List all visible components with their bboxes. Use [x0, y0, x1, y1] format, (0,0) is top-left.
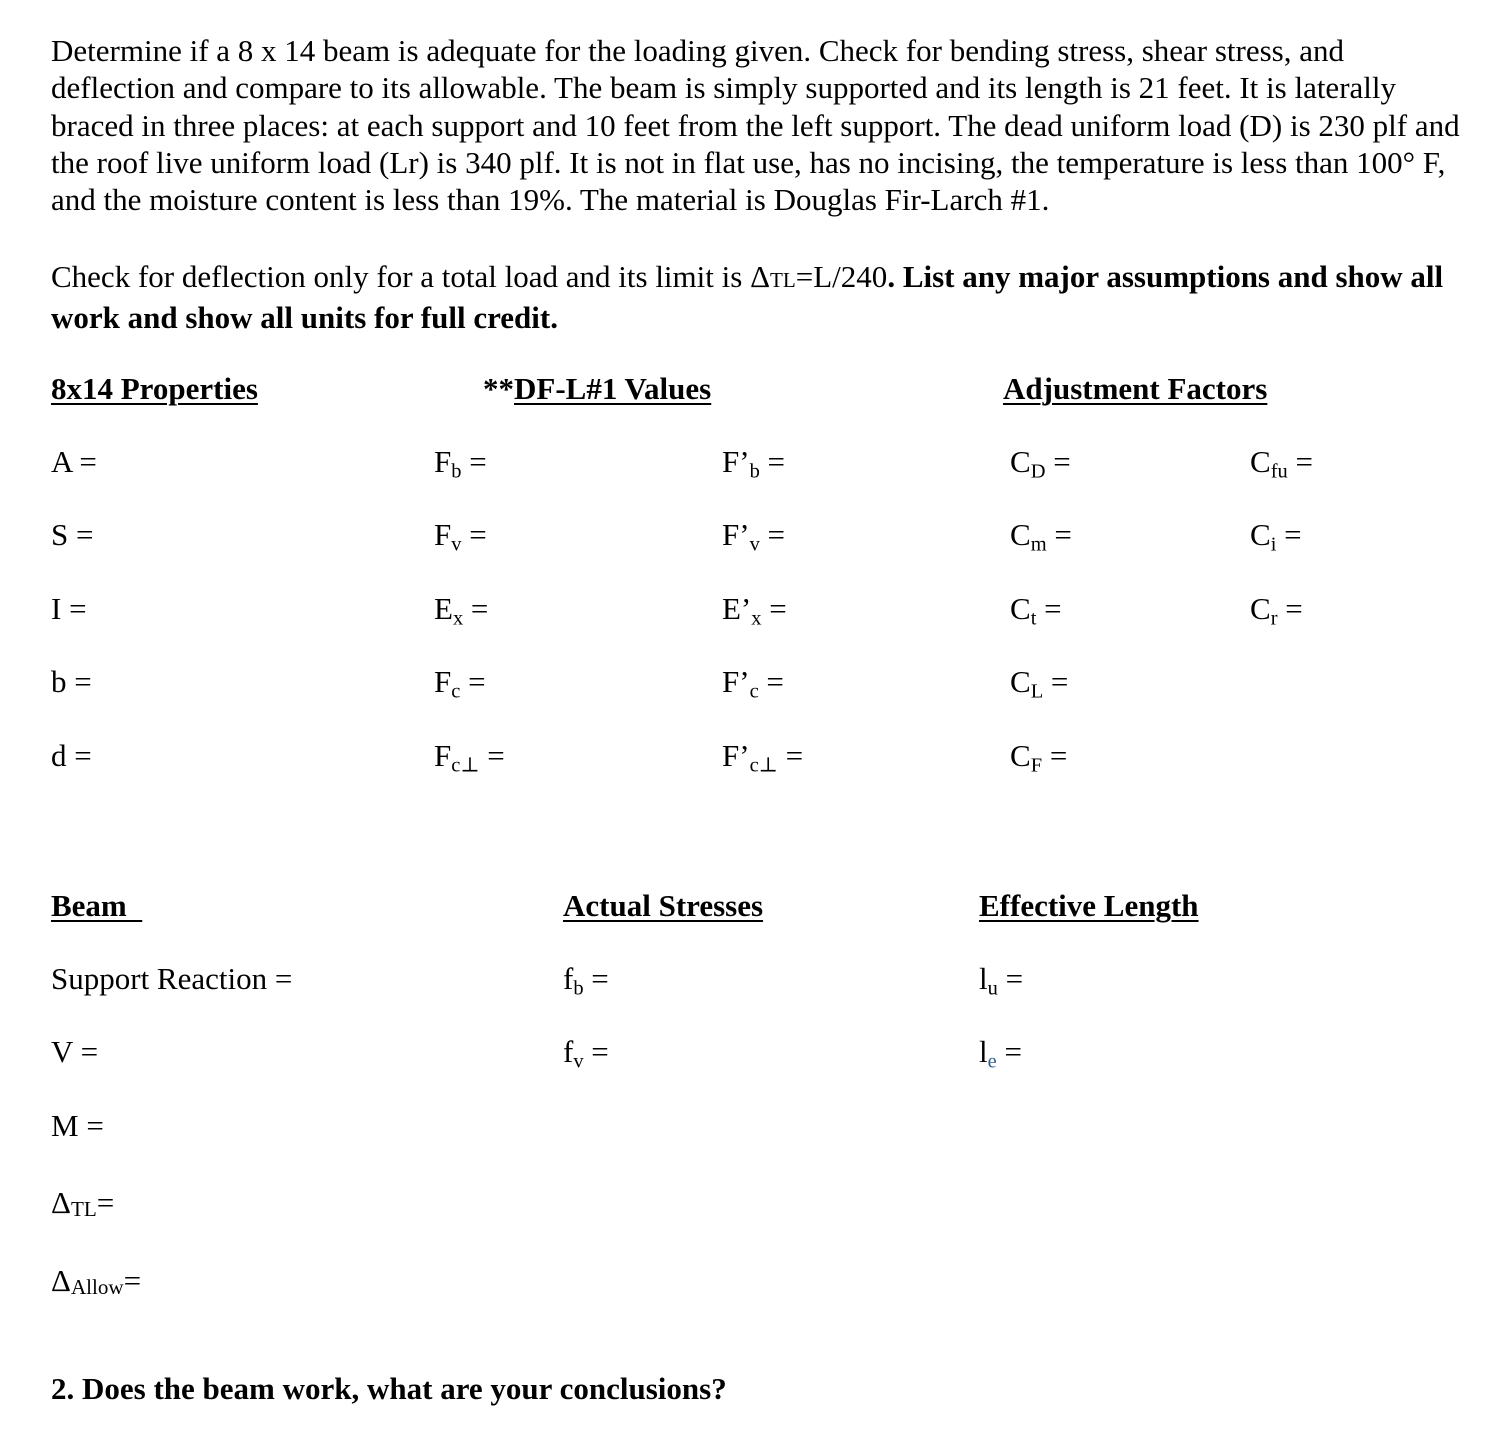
shear-v: V =: [51, 1034, 99, 1069]
design-value-fb: $F_b$ =: [434, 444, 487, 483]
property-depth: d =: [51, 738, 92, 773]
design-values-header: [483, 370, 711, 407]
property-moment-of-inertia: I =: [51, 591, 87, 626]
property-section-modulus: S =: [51, 517, 94, 552]
effective-length: $l_e$ =: [979, 1034, 1022, 1073]
adjustment-factors-header: Adjustment Factors: [1003, 371, 1268, 406]
deflection-allowable: $\Delta_{Allow}=$: [51, 1263, 142, 1300]
property-width: b =: [51, 664, 92, 699]
deflection-instructions: [51, 258, 1471, 337]
values-title: DF-L#1 Values: [514, 371, 712, 406]
delta-subscript: TL: [770, 268, 796, 292]
moment-m: M =: [51, 1108, 104, 1143]
design-value-fc: $F_c$ =: [434, 664, 486, 703]
delta-symbol: Δ: [750, 259, 770, 294]
effective-length-header: Effective Length: [979, 888, 1199, 923]
adjusted-value-fc: $F’_c$ =: [722, 664, 784, 703]
adjusted-value-fb: $F’_b$ =: [722, 444, 786, 483]
design-value-fc-perp: $F_{c\perp}$ =: [434, 738, 505, 777]
factor-cfu: $C_{fu}$ =: [1250, 444, 1313, 483]
factor-cf: $C_F$ =: [1010, 738, 1068, 777]
problem-statement: Determine if a 8 x 14 beam is adequate for the loading given. Check for bending stress, shear stress, and deflection and compare to its allowable. The beam is simply supported and its length is 21 feet. It is laterally braced in three places: at each support and 10 feet from the left support. The dead uniform load (D) is 230 plf and the roof live uniform load (Lr) is 340 plf. It is not in flat use, has no incising, the temperature is less than 100° F, and the moisture content is less than 19%. The material is Douglas Fir-Larch #1.: [51, 33, 1460, 218]
property-area: A =: [51, 444, 97, 479]
factor-cm: $C_m$ =: [1010, 517, 1072, 556]
beam-header: Beam: [51, 888, 143, 923]
factor-cl: $C_L$ =: [1010, 664, 1069, 703]
actual-stresses-header: Actual Stresses: [563, 888, 764, 923]
deflection-total-load: $\Delta_{TL}=$: [51, 1185, 115, 1222]
adjusted-value-fc-perp: $F’_{c\perp}$ =: [722, 738, 804, 777]
adjusted-value-ex: $E’_x$ =: [722, 591, 787, 630]
stress-fv: $f_v$ =: [563, 1034, 609, 1073]
values-prefix: **: [483, 371, 514, 406]
design-value-fv: $F_v$ =: [434, 517, 487, 556]
instruction-emphasis: . List any major assumptions and show all work and show all units for full credit.: [51, 259, 1444, 336]
design-value-ex: $E_x$ =: [434, 591, 489, 630]
properties-header: 8x14 Properties: [51, 371, 258, 406]
stress-fb: $f_b$ =: [563, 961, 609, 1000]
deflection-limit: =L/240: [795, 259, 888, 294]
instruction-text: Check for deflection only for a total load and its limit is: [51, 259, 751, 294]
conclusion-question: 2. Does the beam work, what are your conclusions?: [51, 1371, 727, 1406]
factor-ct: $C_t$ =: [1010, 591, 1062, 630]
factor-ci: $C_i$ =: [1250, 517, 1302, 556]
adjusted-value-fv: $F’_v$ =: [722, 517, 786, 556]
factor-cd: $C_D$ =: [1010, 444, 1071, 483]
factor-cr: $C_r$ =: [1250, 591, 1303, 630]
unbraced-length: $l_u$ =: [979, 961, 1024, 1000]
support-reaction: Support Reaction =: [51, 961, 293, 996]
